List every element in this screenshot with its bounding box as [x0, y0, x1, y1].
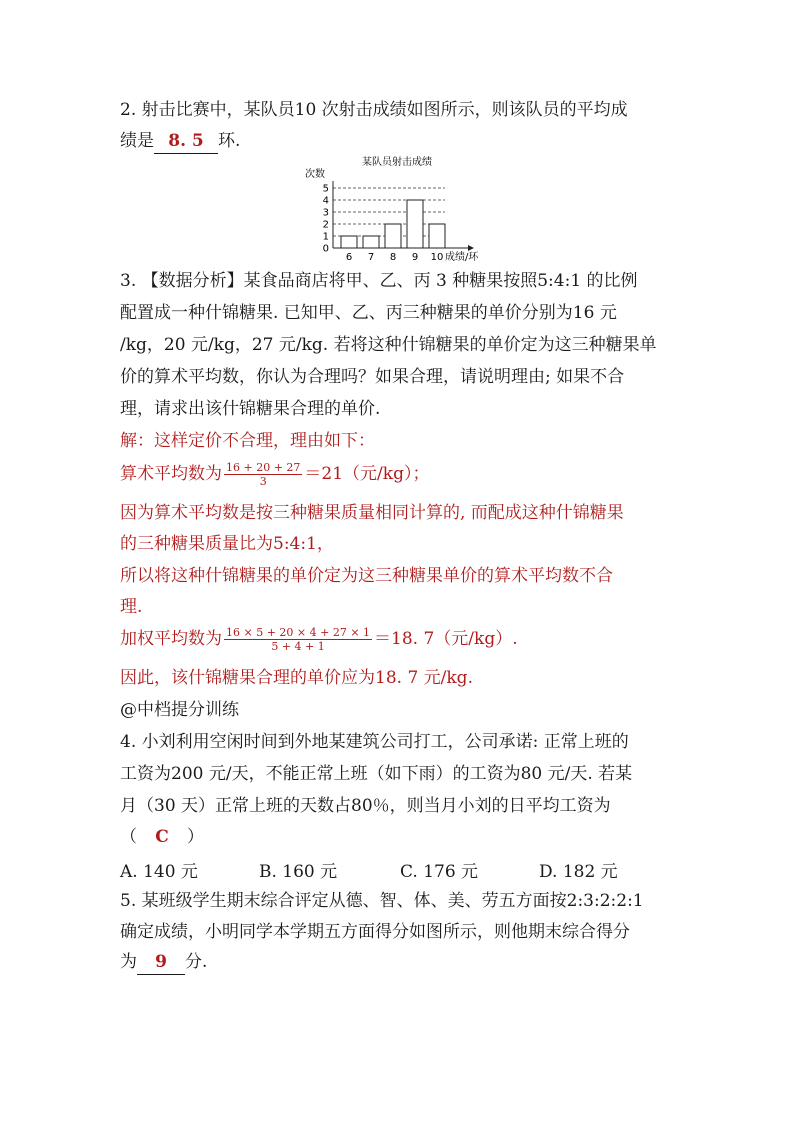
q3-solution-intro: 解：这样定价不合理，理由如下：: [120, 431, 375, 451]
q3-line1: 3. 【数据分析】某食品商店将甲、乙、丙 3 种糖果按照5:4:1 的比例: [120, 271, 638, 291]
q2-line2-post: 环.: [218, 131, 241, 151]
q4-option-c: C. 176 元: [400, 862, 479, 882]
chart-y-tick-label: 1: [322, 231, 329, 243]
chart-xlabel: 成绩/环: [445, 252, 479, 263]
chart-y-tick-label: 2: [322, 219, 329, 231]
chart-x-tick-label: 9: [411, 252, 419, 263]
chart-x-axis-arrow: [468, 245, 474, 251]
q4-line1: 4. 小刘利用空闲时间到外地某建筑公司打工，公司承诺: 正常上班的: [120, 732, 629, 752]
chart-bar-10: [429, 224, 445, 248]
q3-arith-denominator: 3: [259, 475, 267, 488]
chart-y-tick-label: 0: [322, 243, 329, 255]
chart-x-tick-label: 8: [389, 252, 397, 263]
q4-paren-open: （: [120, 827, 137, 847]
q3-weighted-fraction: [224, 626, 372, 653]
q3-solution-line6: 理.: [120, 597, 143, 617]
q3-weighted-mean: [120, 623, 518, 655]
q3-arith-fraction: [224, 461, 302, 488]
q4-paren-close: ）: [187, 827, 204, 847]
q3-conclusion: 因此，该什锦糖果合理的单价应为18. 7 元/kg.: [120, 668, 473, 688]
chart-y-ticks: [323, 184, 329, 255]
chart-title: 某队员射击成绩: [362, 157, 432, 168]
chart-x-tick-label: 6: [345, 252, 353, 263]
chart-bar-6: [341, 236, 357, 248]
q2-answer-blank: [154, 129, 218, 154]
chart-x-tick-label: 10: [430, 252, 444, 263]
chart-y-tick-label: 4: [322, 195, 329, 207]
q5-line3-post: 分.: [185, 952, 208, 972]
q4-answer-row: [120, 825, 204, 849]
q3-arith-result: ＝21（元/kg）；: [304, 464, 430, 484]
q5-answer-blank: [137, 950, 185, 975]
q3-arithmetic-mean: [120, 459, 429, 489]
q5-line3: [120, 950, 207, 975]
q3-solution-line3: 因为算术平均数是按三种糖果质量相同计算的, 而配成这种什锦糖果: [120, 503, 624, 523]
q3-solution-line5: 所以将这种什锦糖果的单价定为这三种糖果单价的算术平均数不合: [120, 566, 613, 586]
q3-line3: /kg，20 元/kg，27 元/kg. 若将这种什锦糖果的单价定为这三种糖果单: [120, 335, 657, 355]
chart-y-tick-label: 5: [322, 183, 329, 195]
q3-weighted-label: 加权平均数为: [120, 629, 222, 649]
q2-answer: 8. 5: [168, 131, 204, 151]
chart-ylabel: 次数: [305, 169, 325, 180]
q3-weighted-numerator: 16 × 5 + 20 × 4 + 27 × 1: [226, 626, 371, 639]
chart-x-ticks: [346, 252, 444, 263]
q3-arith-label: 算术平均数为: [120, 464, 222, 484]
q4-option-b: B. 160 元: [259, 862, 338, 882]
chart-bar-9: [407, 200, 423, 248]
q5-line3-pre: 为: [120, 952, 137, 972]
chart-bar-8: [385, 224, 401, 248]
q4-line2: 工资为200 元/天，不能正常上班（如下雨）的工资为80 元/天. 若某: [120, 764, 633, 784]
q5-answer: 9: [155, 952, 167, 972]
q4-option-a: A. 140 元: [120, 862, 198, 882]
q3-line4: 价的算术平均数，你认为合理吗？如果合理，请说明理由; 如果不合: [120, 367, 625, 387]
chart-bar-7: [363, 236, 379, 248]
q2-line1: 2. 射击比赛中，某队员10 次射击成绩如图所示，则该队员的平均成: [120, 100, 628, 120]
q3-line5: 理，请求出该什锦糖果合理的单价.: [120, 399, 381, 419]
q3-arith-numerator: 16 + 20 + 27: [226, 461, 301, 474]
q2-line2: [120, 129, 240, 154]
q5-line2: 确定成绩，小明同学本学期五方面得分如图所示，则他期末综合得分: [120, 922, 630, 942]
chart-x-tick-label: 7: [367, 252, 375, 263]
q3-weighted-denominator: 5 + 4 + 1: [271, 640, 325, 653]
q3-weighted-result: ＝18. 7（元/kg）.: [374, 629, 518, 649]
chart-bars: [341, 200, 445, 248]
q2-line2-pre: 绩是: [120, 131, 154, 151]
q4-option-d: D. 182 元: [539, 862, 618, 882]
q3-line2: 配置成一种什锦糖果. 已知甲、乙、丙三种糖果的单价分别为16 元: [120, 303, 617, 323]
q4-line3: 月（30 天）正常上班的天数占80％，则当月小刘的日平均工资为: [120, 796, 611, 816]
chart-y-tick-label: 3: [322, 207, 329, 219]
q3-solution-line4: 的三种糖果质量比为5:4:1，: [120, 534, 334, 554]
q5-line1: 5. 某班级学生期末综合评定从德、智、体、美、劳五方面按2:3:2:2:1: [120, 891, 644, 911]
q4-answer: C: [155, 827, 169, 847]
section-title: @中档提分训练: [120, 700, 239, 720]
shooting-score-bar-chart: [305, 155, 490, 263]
